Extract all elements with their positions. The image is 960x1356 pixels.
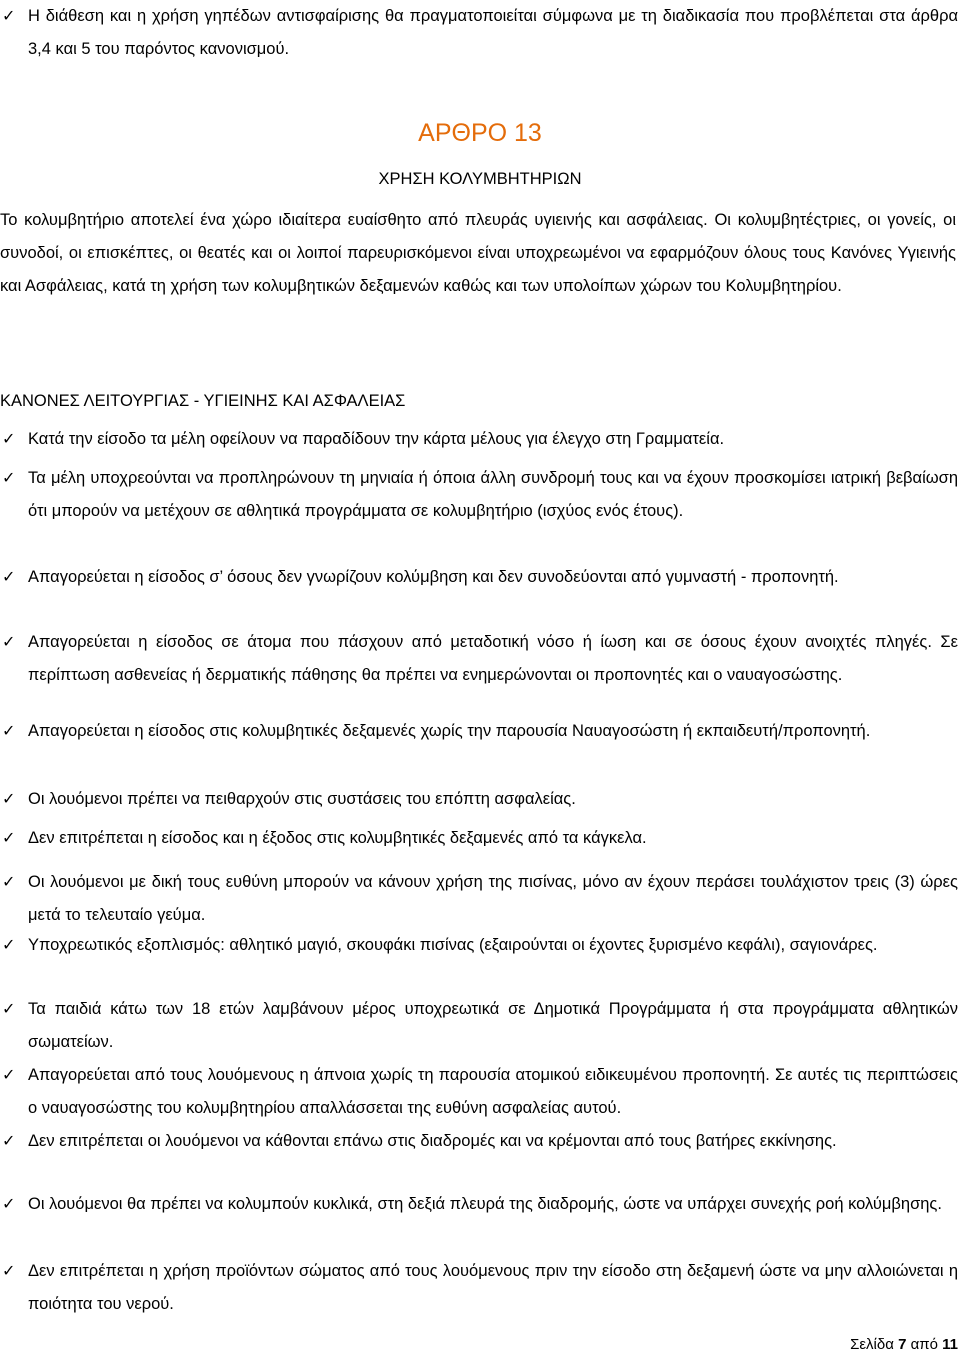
checkmark-icon: ✓ — [2, 1263, 16, 1280]
rule-text: Δεν επιτρέπεται η χρήση προϊόντων σώματος από τους λουόμενους πριν την είσοδο στη δεξαμενή ώστε να μην αλλοιώνεται η ποιότητα του νερού. — [28, 1262, 958, 1313]
checkmark-icon: ✓ — [2, 431, 16, 448]
rule-item — [0, 1059, 960, 1125]
rule-text: Δεν επιτρέπεται η είσοδος και η έξοδος στις κολυμβητικές δεξαμενές από τα κάγκελα. — [28, 829, 647, 847]
section-title: ΚΑΝΟΝΕΣ ΛΕΙΤΟΥΡΓΙΑΣ - ΥΓΙΕΙΝΗΣ ΚΑΙ ΑΣΦΑΛΕΙΑΣ — [0, 392, 406, 410]
rule-item — [0, 1255, 960, 1321]
checkmark-icon: ✓ — [2, 569, 16, 586]
list-item-text: Η διάθεση και η χρήση γηπέδων αντισφαίρισης θα πραγματοποιείται σύμφωνα με τη διαδικασία που προβλέπεται στα άρθρα 3,4 και 5 του παρόντος κανονισμού. — [28, 7, 958, 58]
rule-item — [0, 1125, 960, 1158]
rule-item — [0, 626, 960, 692]
rule-item — [0, 929, 960, 962]
rule-text: Κατά την είσοδο τα μέλη οφείλουν να παραδίδουν την κάρτα μέλους για έλεγχο στη Γραμματεία. — [28, 430, 725, 448]
rule-text: Απαγορεύεται η είσοδος στις κολυμβητικές δεξαμενές χωρίς την παρουσία Ναυαγοσώστη ή εκπαιδευτή/προπονητή. — [28, 722, 871, 740]
checkmark-icon: ✓ — [2, 1133, 16, 1150]
article-title: ΑΡΘΡΟ 13 — [418, 119, 542, 147]
rule-item — [0, 462, 960, 528]
rule-text: Οι λουόμενοι θα πρέπει να κολυμπούν κυκλικά, στη δεξιά πλευρά της διαδρομής, ώστε να υπάρχει συνεχής ροή κολύμβησης. — [28, 1195, 942, 1213]
checkmark-icon: ✓ — [2, 1001, 16, 1018]
rule-item — [0, 561, 960, 594]
checkmark-icon: ✓ — [2, 634, 16, 651]
rule-item — [0, 715, 960, 748]
footer-page-total: 11 — [942, 1336, 958, 1353]
checkmark-icon: ✓ — [2, 830, 16, 847]
checkmark-icon: ✓ — [2, 874, 16, 891]
rule-item — [0, 993, 960, 1059]
rule-item — [0, 1188, 960, 1221]
rule-text: Τα παιδιά κάτω των 18 ετών λαμβάνουν μέρος υποχρεωτικά σε Δημοτικά Προγράμματα ή στα προγράμματα αθλητικών σωματείων. — [28, 1000, 958, 1051]
rule-text: Τα μέλη υποχρεούνται να προπληρώνουν τη μηνιαία ή όποια άλλη συνδρομή τους και να έχουν προσκομίσει ιατρική βεβαίωση ότι μπορούν να μετέχουν σε αθλητικά προγράμματα σε κολυμβητήριο (ισχύος ενός έτους). — [28, 469, 958, 520]
rule-item — [0, 783, 960, 816]
checkmark-icon: ✓ — [2, 723, 16, 740]
rule-item — [0, 423, 960, 456]
checkmark-icon: ✓ — [2, 1196, 16, 1213]
rule-item — [0, 822, 960, 855]
checkmark-icon: ✓ — [2, 470, 16, 487]
checkmark-icon: ✓ — [2, 1067, 16, 1084]
rule-text: Απαγορεύεται η είσοδος σε άτομα που πάσχουν από μεταδοτική νόσο ή ίωση και σε όσους έχουν ανοιχτές πληγές. Σε περίπτωση ασθενείας ή δερματικής πάθησης θα πρέπει να ενημερώνονται οι προπονητές και ο ναυαγοσώστης. — [28, 633, 958, 684]
list-item — [0, 0, 960, 66]
footer-prefix: Σελίδα — [850, 1336, 894, 1353]
rule-text: Υποχρεωτικός εξοπλισμός: αθλητικό μαγιό, σκουφάκι πισίνας (εξαιρούνται οι έχοντες ξυρισμένο κεφάλι), σαγιονάρες. — [28, 936, 878, 954]
footer-separator: από — [910, 1336, 938, 1353]
footer-page-number: 7 — [898, 1336, 907, 1353]
rule-item — [0, 866, 960, 932]
rule-text: Οι λουόμενοι με δική τους ευθύνη μπορούν να κάνουν χρήση της πισίνας, μόνο αν έχουν περάσει τουλάχιστον τρεις (3) ώρες μετά το τελευταίο γεύμα. — [28, 873, 958, 924]
checkmark-icon: ✓ — [2, 937, 16, 954]
rule-text: Απαγορεύεται από τους λουόμενους η άπνοια χωρίς τη παρουσία ατομικού ειδικευμένου προπονητή. Σε αυτές τις περιπτώσεις ο ναυαγοσώστης του κολυμβητηρίου απαλλάσσεται της ευθύνη ασφαλείας αυτού. — [28, 1066, 958, 1117]
rule-text: Δεν επιτρέπεται οι λουόμενοι να κάθονται επάνω στις διαδρομές και να κρέμονται από τους βατήρες εκκίνησης. — [28, 1132, 837, 1150]
rule-text: Οι λουόμενοι πρέπει να πειθαρχούν στις συστάσεις του επόπτη ασφαλείας. — [28, 790, 576, 808]
checkmark-icon: ✓ — [2, 791, 16, 808]
checkmark-icon: ✓ — [2, 8, 16, 25]
article-subtitle: ΧΡΗΣΗ ΚΟΛΥΜΒΗΤΗΡΙΩΝ — [378, 170, 582, 188]
rule-text: Απαγορεύεται η είσοδος σ’ όσους δεν γνωρίζουν κολύμβηση και δεν συνοδεύονται από γυμναστή - προπονητή. — [28, 568, 839, 586]
page-footer — [850, 1336, 958, 1353]
intro-paragraph: Το κολυμβητήριο αποτελεί ένα χώρο ιδιαίτερα ευαίσθητο από πλευράς υγιεινής και ασφάλειας. Οι κολυμβητέςτριες, οι γονείς, οι συνοδοί, οι επισκέπτες, οι θεατές και οι λοιποί παρευρισκόμενοι είναι υποχρεωμένοι να εφαρμόζουν όλους τους Κανόνες Υγιεινής και Ασφάλειας, κατά τη χρήση των κολυμβητικών δεξαμενών καθώς και των υπολοίπων χώρων του Κολυμβητηρίου. — [0, 211, 956, 295]
